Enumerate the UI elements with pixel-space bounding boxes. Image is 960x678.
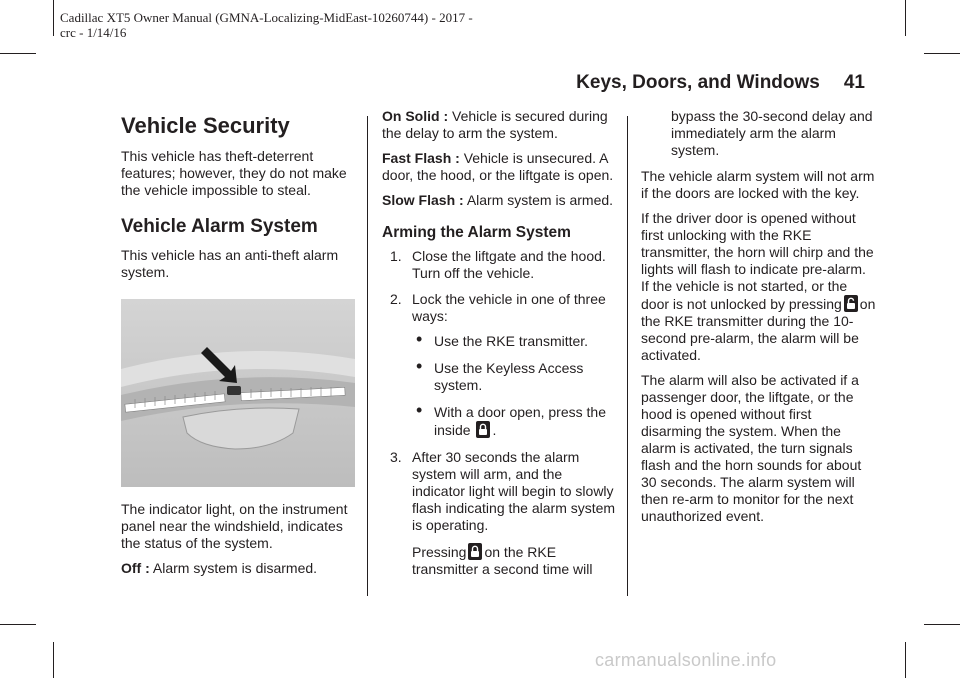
- status-fast-flash-term: Fast Flash :: [382, 150, 460, 166]
- arming-steps: [382, 248, 618, 534]
- running-head: [576, 72, 865, 94]
- status-on-solid: [382, 108, 618, 142]
- section-title: Keys, Doors, and Windows: [576, 72, 820, 93]
- step-number: 1.: [390, 248, 402, 264]
- document-header-line1: Cadillac XT5 Owner Manual (GMNA-Localizing-MidEast-10260744) - 2017 -: [60, 10, 473, 25]
- list-item: [412, 400, 618, 439]
- bullet-text: Use the Keyless Access system.: [434, 360, 584, 393]
- lock-methods: [412, 329, 618, 439]
- indicator-light-illustration: [121, 299, 355, 487]
- bullet-mark: •: [416, 356, 423, 376]
- step-number: 3.: [390, 449, 402, 465]
- alarm-activation-paragraph: The alarm will also be activated if a passenger door, the liftgate, or the hood is opened without first disarming the system. When the alarm is activated, the turn signals flash and the horn sounds for about 30 seconds. The alarm system will then re-arm to monitor for the next unauthorized event.: [641, 372, 862, 524]
- status-off-text: Alarm system is disarmed.: [152, 560, 318, 576]
- pre-alarm-paragraph: [641, 210, 876, 364]
- column-2: [382, 108, 618, 587]
- indicator-description: The indicator light, on the instrument panel near the windshield, indicates the status of the system.: [121, 501, 348, 551]
- status-slow-flash: [382, 192, 618, 209]
- crop-mark: [905, 642, 906, 678]
- step3-continuation-2: bypass the 30-second delay and immediately arm the alarm system.: [671, 108, 873, 158]
- status-on-solid-term: On Solid :: [382, 108, 449, 124]
- status-slow-flash-text: Alarm system is armed.: [466, 192, 614, 208]
- status-off-term: Off :: [121, 560, 150, 576]
- crop-mark: [53, 642, 54, 678]
- crop-mark: [924, 53, 960, 54]
- status-fast-flash-text: Vehicle is unsecured. A door, the hood, or the liftgate is open.: [382, 150, 614, 183]
- crop-mark: [924, 624, 960, 625]
- pre-alarm-text-b: on the RKE transmitter during the 10-second pre-alarm, the alarm will be activated.: [641, 296, 876, 363]
- alarm-intro: This vehicle has an anti-theft alarm system.: [121, 247, 339, 280]
- lock-icon: [468, 543, 482, 560]
- column-divider: [367, 116, 368, 596]
- status-off: [121, 560, 357, 577]
- step3-pressing: Pressing: [412, 544, 467, 560]
- list-item: [382, 291, 618, 439]
- key-lock-note: The vehicle alarm system will not arm if the doors are locked with the key.: [641, 168, 875, 201]
- column-3: [641, 108, 876, 533]
- bullet-text: With a door open, press the inside: [434, 404, 606, 438]
- heading-vehicle-security: Vehicle Security: [121, 113, 290, 138]
- heading-arming-alarm-system: Arming the Alarm System: [382, 224, 571, 241]
- crop-mark: [905, 0, 906, 36]
- status-on-solid-text: Vehicle is secured during the delay to arm the system.: [382, 108, 608, 141]
- step-text: After 30 seconds the alarm system will arm, and the indicator light will begin to slowly flash indicating the alarm system is operating.: [412, 449, 616, 533]
- step3-rest: on the RKE transmitter a second time will: [412, 544, 593, 577]
- status-fast-flash: [382, 150, 618, 184]
- status-slow-flash-term: Slow Flash :: [382, 192, 464, 208]
- lock-icon: [476, 421, 490, 438]
- heading-vehicle-alarm-system: Vehicle Alarm System: [121, 216, 318, 237]
- document-header-line2: crc - 1/14/16: [60, 25, 127, 40]
- document-header: [60, 10, 473, 40]
- bullet-mark: •: [416, 400, 423, 420]
- watermark: carmanualsonline.info: [595, 650, 777, 670]
- dashboard-illustration: [121, 299, 355, 487]
- security-intro: This vehicle has theft-deterrent features; however, they do not make the vehicle impossible to steal.: [121, 148, 347, 198]
- step-text: Lock the vehicle in one of three ways:: [412, 291, 606, 324]
- column-divider: [627, 116, 628, 596]
- column-1: [121, 108, 357, 585]
- period: .: [492, 422, 497, 438]
- list-item: [412, 329, 618, 350]
- list-item: [382, 248, 618, 282]
- step-number: 2.: [390, 291, 402, 307]
- crop-mark: [0, 624, 36, 625]
- step3-continuation: [382, 543, 618, 578]
- crop-mark: [53, 0, 54, 36]
- bullet-text: Use the RKE transmitter.: [434, 333, 589, 349]
- step-text: Close the liftgate and the hood. Turn off the vehicle.: [412, 248, 606, 281]
- list-item: [382, 449, 618, 534]
- page-number: 41: [843, 72, 865, 93]
- crop-mark: [0, 53, 36, 54]
- list-item: [412, 356, 618, 394]
- bullet-mark: •: [416, 329, 423, 349]
- unlock-icon: [844, 295, 858, 312]
- pre-alarm-text-a: If the driver door is opened without first unlocking with the RKE transmitter, the horn will chirp and the lights will flash to indicate pre-alarm. If the vehicle is not started, or the door is not unlocked by pressing: [641, 210, 874, 312]
